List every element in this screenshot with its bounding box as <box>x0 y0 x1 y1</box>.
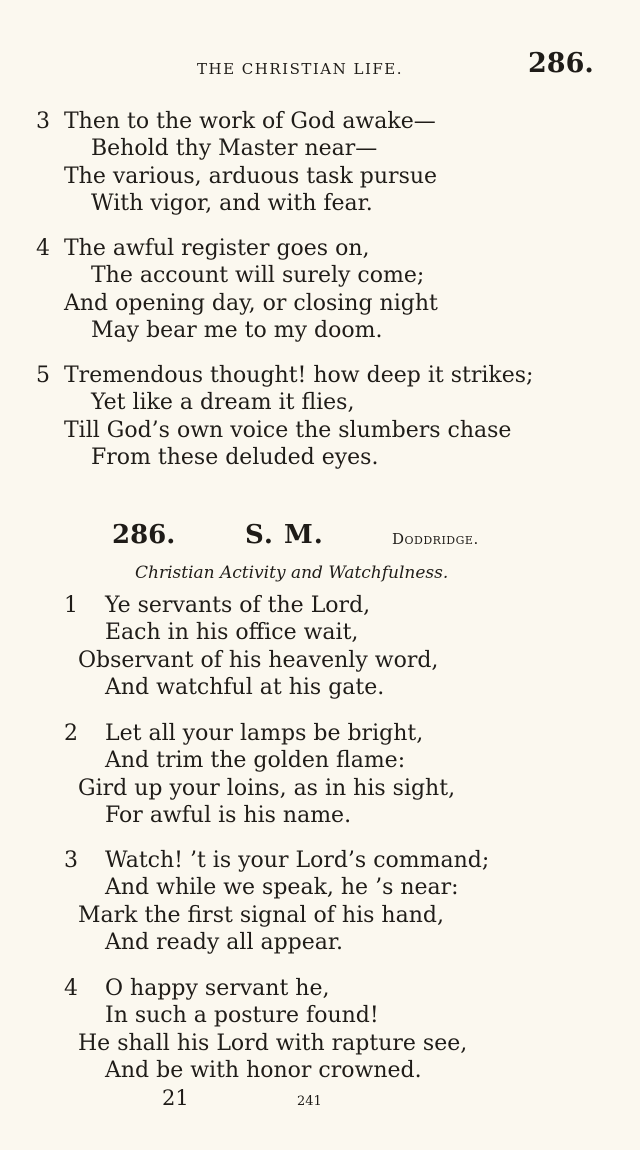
verse-line: For awful is his name. <box>105 803 352 828</box>
stanza-number: 1 <box>64 593 78 618</box>
stanza-number: 3 <box>36 109 50 134</box>
hymn-header <box>0 520 640 560</box>
verse-line: Observant of his heavenly word, <box>78 648 439 673</box>
signature-mark: 21 <box>162 1086 189 1110</box>
verse-line: Watch! ’t is your Lord’s command; <box>105 848 490 873</box>
hymn-author: Doddridge. <box>392 530 479 548</box>
stanza-number: 3 <box>64 848 78 873</box>
verse-line: Let all your lamps be bright, <box>105 721 424 746</box>
verse-line: Tremendous thought! how deep it strikes; <box>64 363 534 388</box>
page-number: 241 <box>297 1094 322 1109</box>
verse-line: With vigor, and with fear. <box>91 191 373 216</box>
hymn-meter: S. M. <box>245 520 324 550</box>
stanza-number: 4 <box>36 236 50 261</box>
verse-line: The various, arduous task pursue <box>64 164 438 189</box>
verse-line: Mark the first signal of his hand, <box>78 903 444 928</box>
stanza-number: 5 <box>36 363 50 388</box>
verse-line: From these deluded eyes. <box>91 445 379 470</box>
hymn-subtitle: Christian Activity and Watchfulness. <box>135 563 449 583</box>
verse-line: He shall his Lord with rapture see, <box>78 1031 468 1056</box>
verse-line: And ready all appear. <box>105 930 343 955</box>
page-hymn-number: 286. <box>528 48 594 79</box>
stanza-number: 4 <box>64 976 78 1001</box>
verse-line: Yet like a dream it flies, <box>91 390 355 415</box>
verse-line: Till God’s own voice the slumbers chase <box>64 418 512 443</box>
running-head: THE CHRISTIAN LIFE. <box>197 60 404 78</box>
stanza-number: 2 <box>64 721 78 746</box>
verse-line: Ye servants of the Lord, <box>105 593 371 618</box>
verse-line: O happy servant he, <box>105 976 330 1001</box>
verse-line: In such a posture found! <box>105 1003 379 1028</box>
verse-line: Behold thy Master near— <box>91 136 378 161</box>
verse-line: And opening day, or closing night <box>64 291 438 316</box>
verse-line: The awful register goes on, <box>64 236 370 261</box>
verse-line: Gird up your loins, as in his sight, <box>78 776 456 801</box>
verse-line: Each in his office wait, <box>105 620 359 645</box>
verse-line: The account will surely come; <box>91 263 425 288</box>
hymn-number: 286. <box>112 520 176 550</box>
verse-line: And be with honor crowned. <box>105 1058 422 1083</box>
verse-line: And watchful at his gate. <box>105 675 385 700</box>
verse-line: And while we speak, he ’s near: <box>105 875 459 900</box>
verse-line: And trim the golden flame: <box>105 748 406 773</box>
verse-line: Then to the work of God awake— <box>64 109 436 134</box>
verse-line: May bear me to my doom. <box>91 318 383 343</box>
